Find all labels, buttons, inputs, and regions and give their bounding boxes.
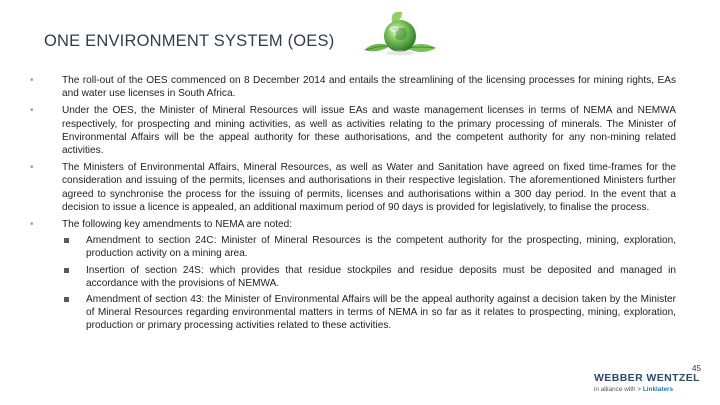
bullet-item bbox=[30, 104, 676, 157]
sub-bullet-item bbox=[62, 264, 676, 290]
bullet-dot-icon: • bbox=[30, 75, 34, 86]
green-globe-icon bbox=[362, 10, 438, 60]
square-bullet-icon bbox=[64, 268, 69, 273]
bullet-dot-icon: • bbox=[30, 162, 34, 174]
sub-bullet-text: Amendment of section 43: the Minister of Environmental Affairs will be the appeal authority against a decision taken by the Minister of Mineral Resources regarding environmental matters in terms of NEMA in so far as it relates to prospecting, mining, exploration, production or primary processing activities related to these activities. bbox=[86, 294, 676, 332]
slide-body bbox=[30, 74, 676, 337]
bullet-text: Under the OES, the Minister of Mineral Resources will issue EAs and waste management licenses in terms of NEMA and NEMWA respectively, for prospecting and mining activities, as well as activities relating to the primary processing of minerals. The Minister of Environmental Affairs will be the appeal authority for these authorisations, and the competent authority for any non-mining related activities. bbox=[62, 105, 676, 157]
page-number: 45 bbox=[692, 364, 701, 373]
slide-title: ONE ENVIRONMENT SYSTEM (OES) bbox=[44, 32, 335, 50]
bullet-item bbox=[30, 74, 676, 100]
sub-bullet-item bbox=[62, 234, 676, 260]
bullet-list bbox=[30, 74, 676, 333]
square-bullet-icon bbox=[64, 297, 69, 302]
square-bullet-icon bbox=[64, 238, 69, 243]
logo-tagline-prefix: in alliance with > bbox=[594, 386, 642, 393]
sub-bullet-list bbox=[62, 234, 676, 332]
sub-bullet-text: Amendment to section 24C: Minister of Mineral Resources is the competent authority for the prospecting, mining, exploration, production activity on a mining area. bbox=[86, 235, 676, 260]
bullet-dot-icon: • bbox=[30, 105, 34, 117]
bullet-item bbox=[30, 218, 676, 333]
bullet-dot-icon: • bbox=[30, 219, 34, 231]
logo-tagline-brand: Linklaters bbox=[642, 386, 674, 393]
bullet-text: The Ministers of Environmental Affairs, Mineral Resources, as well as Water and Sanitation have agreed on fixed time-frames for the consideration and issuing of the permits, licenses and authorisations in their respective legislation. The aforementioned Ministers further agreed to synchronise the process for the issuing of permits, licenses and authorisations within a 300 day period. In the event that a decision to issue a licence is appealed, an additional maximum period of 90 days is provided for legislatively, to finalise the process. bbox=[62, 162, 676, 213]
bullet-text: The following key amendments to NEMA are noted: bbox=[62, 219, 293, 231]
bullet-text: The roll-out of the OES commenced on 8 December 2014 and entails the streamlining of the licensing processes for mining rights, EAs and water use licenses in South Africa. bbox=[62, 75, 676, 100]
logo-tagline bbox=[594, 386, 704, 393]
sub-bullet-text: Insertion of section 24S: which provides that residue stockpiles and residue deposits must be deposited and managed in accordance with the provisions of NEMWA. bbox=[86, 264, 676, 289]
company-logo bbox=[594, 372, 704, 393]
bullet-item bbox=[30, 161, 676, 214]
logo-name: WEBBER WENTZEL bbox=[594, 372, 700, 384]
sub-bullet-item bbox=[62, 293, 676, 333]
